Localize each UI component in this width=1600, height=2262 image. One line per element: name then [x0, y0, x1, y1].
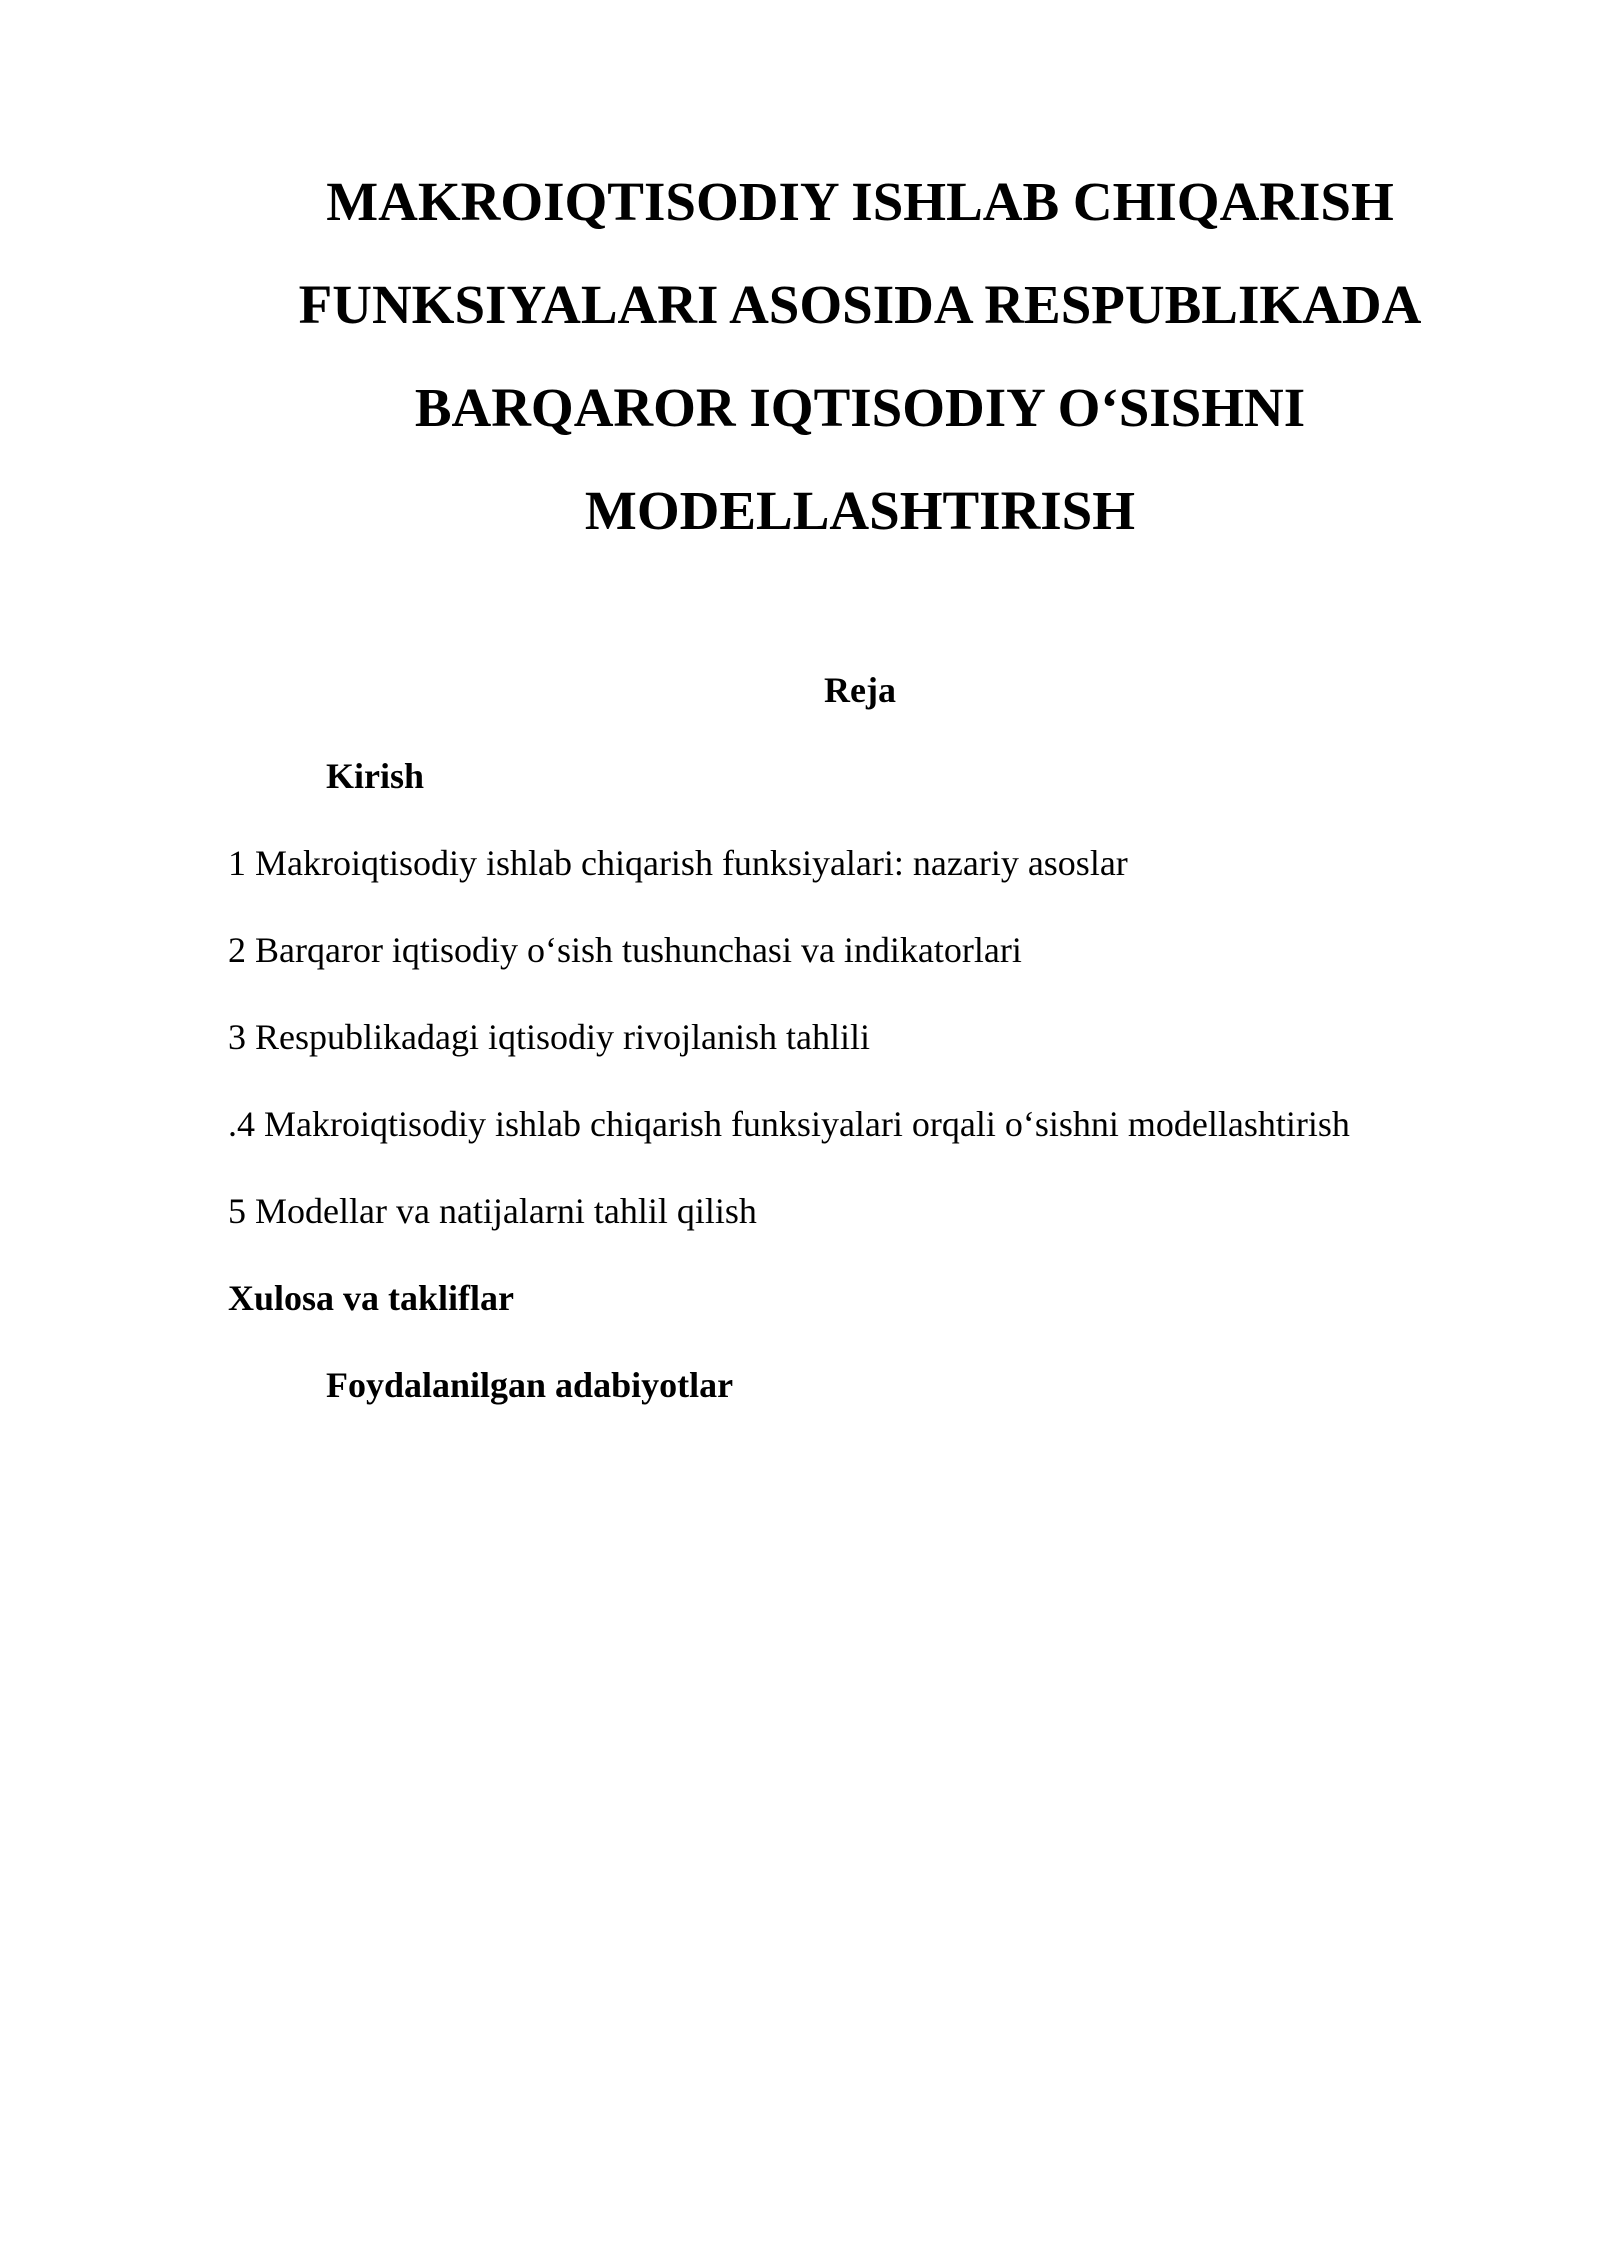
toc-conclusion: Xulosa va takliflar — [228, 1278, 515, 1318]
toc-item-2: 2 Barqaror iqtisodiy o‘sish tushunchasi va indikatorlari — [228, 930, 1022, 970]
toc-item-4: .4 Makroiqtisodiy ishlab chiqarish funksiyalari orqali o‘sishni modellashtirish — [228, 1104, 1350, 1144]
toc-item-3: 3 Respublikadagi iqtisodiy rivojlanish tahlili — [228, 1017, 870, 1057]
toc-references: Foydalanilgan adabiyotlar — [326, 1365, 734, 1405]
title-line-4: MODELLASHTIRISH — [584, 480, 1136, 541]
title-line-3: BARQAROR IQTISODIY O‘SISHNI — [414, 377, 1306, 438]
plan-heading: Reja — [824, 670, 896, 710]
toc-item-5: 5 Modellar va natijalarni tahlil qilish — [228, 1191, 757, 1231]
toc-intro: Kirish — [326, 756, 425, 796]
title-line-1: MAKROIQTISODIY ISHLAB CHIQARISH — [326, 171, 1394, 232]
document-title — [228, 150, 1492, 562]
title-line-2: FUNKSIYALARI ASOSIDA RESPUBLIKADA — [298, 274, 1422, 335]
toc-item-1: 1 Makroiqtisodiy ishlab chiqarish funksiyalari: nazariy asoslar — [228, 843, 1128, 883]
